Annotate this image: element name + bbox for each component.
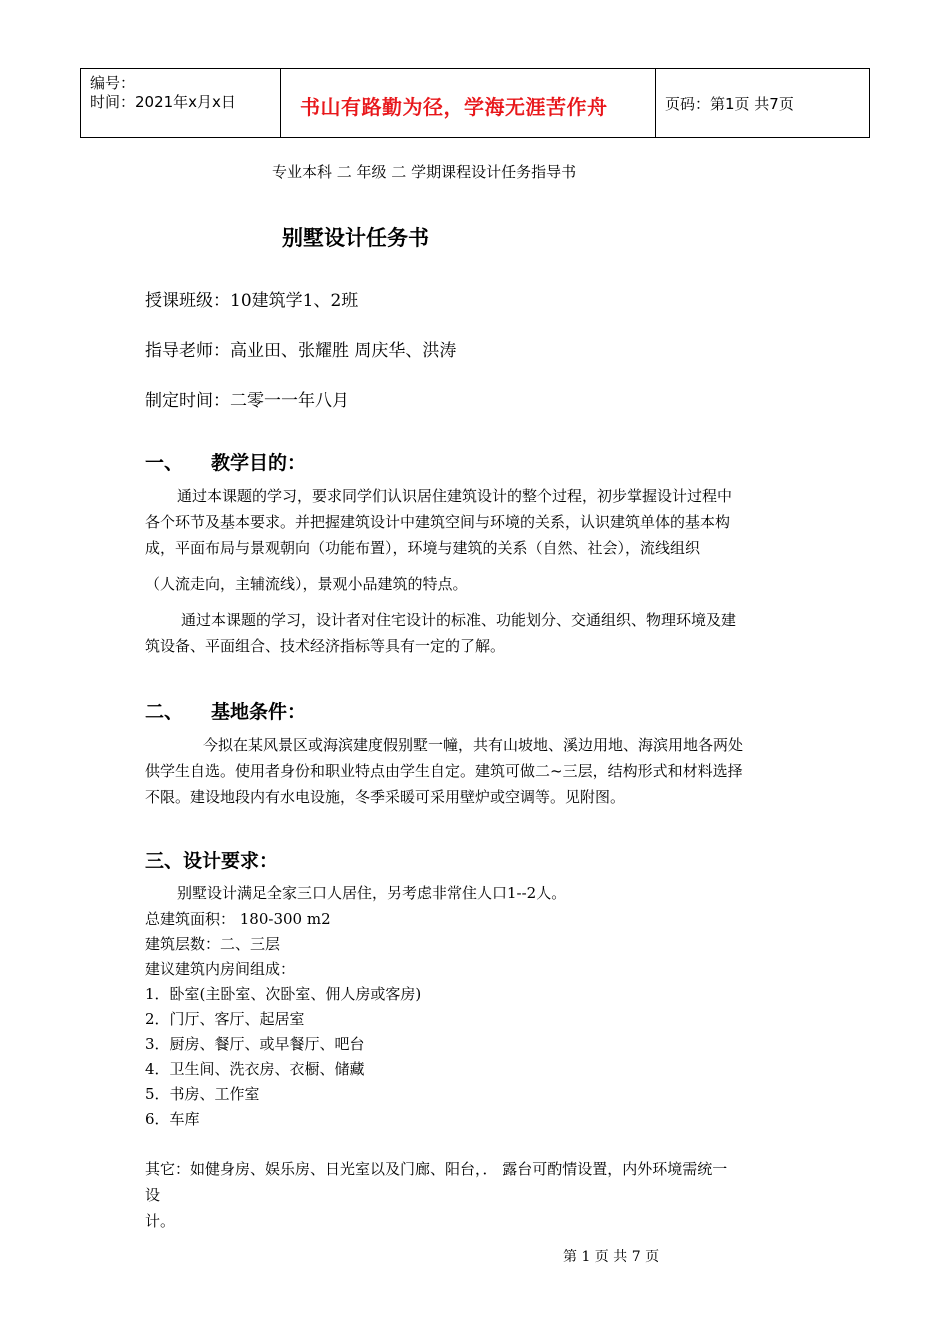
- section-2-paragraph: [145, 732, 811, 810]
- text-line: 设: [145, 1186, 161, 1204]
- text-line: 筑设备、平面组合、技术经济指标等具有一定的了解。: [145, 637, 506, 655]
- list-item: 建议建筑内房间组成：: [145, 960, 296, 978]
- made-time-info: 制定时间：二零一一年八月: [145, 391, 349, 411]
- list-item: 2．门厅、客厅、起居室: [145, 1010, 305, 1028]
- list-item: 5．书房、工作室: [145, 1085, 260, 1103]
- section-1-paragraph-1: [145, 483, 811, 561]
- section-number: 一、: [145, 452, 184, 474]
- list-item: 3．厨房、餐厅、或早餐厅、吧台: [145, 1035, 365, 1053]
- requirements-list: [145, 907, 421, 1132]
- text-line: 通过本课题的学习，要求同学们认识居住建筑设计的整个过程，初步掌握设计过程中: [177, 487, 733, 505]
- doc-number-label: 编号：: [90, 74, 136, 92]
- doc-subtitle: 专业本科 二 年级 二 学期课程设计任务指导书: [272, 163, 577, 181]
- list-item: 6．车库: [145, 1110, 200, 1128]
- section-title: 基地条件：: [211, 701, 307, 723]
- doc-date-label: 时间：2021年x月x日: [90, 93, 236, 111]
- list-item: 总建筑面积： 180-300 m2: [145, 910, 331, 928]
- list-item: 建筑层数：二、三层: [145, 935, 281, 953]
- section-3-intro: 别墅设计满足全家三口人居住，另考虑非常住人口1--2人。: [177, 884, 567, 902]
- teachers-info: 指导老师：高业田、张耀胜 周庆华、洪涛: [145, 341, 457, 361]
- header-motto: 书山有路勤为径，学海无涯苦作舟: [300, 95, 608, 119]
- header-page-info: 页码：第1页 共7页: [665, 95, 794, 113]
- section-1-paragraph-2: （人流走向，主辅流线），景观小品建筑的特点。: [145, 575, 468, 593]
- section-heading-3: 三、设计要求：: [145, 850, 279, 872]
- section-heading-2: [145, 697, 306, 724]
- text-line: 不限。建设地段内有水电设施，冬季采暖可采用壁炉或空调等。见附图。: [145, 788, 626, 806]
- text-line: 通过本课题的学习，设计者对住宅设计的标准、功能划分、交通组织、物理环境及建: [181, 611, 737, 629]
- class-info: 授课班级：10建筑学1、2班: [145, 291, 359, 311]
- text-line: 各个环节及基本要求。并把握建筑设计中建筑空间与环境的关系，认识建筑单体的基本构: [145, 513, 731, 531]
- text-line: 其它：如健身房、娱乐房、日光室以及门廊、阳台，． 露台可酌情设置，内外环境需统一: [145, 1160, 728, 1178]
- section-heading-1: [145, 448, 306, 475]
- list-item: 1．卧室(主卧室、次卧室、佣人房或客房): [145, 985, 422, 1003]
- section-1-paragraph-3: [145, 607, 811, 659]
- text-line: 成，平面布局与景观朝向（功能布置），环境与建筑的关系（自然、社会），流线组织: [145, 539, 701, 557]
- doc-title: 别墅设计任务书: [282, 226, 429, 250]
- text-line: 供学生自选。使用者身份和职业特点由学生自定。建筑可做二~三层，结构形式和材料选择: [145, 762, 743, 780]
- page-footer: 第 1 页 共 7 页: [563, 1249, 660, 1265]
- text-line: 今拟在某风景区或海滨建度假别墅一幢，共有山坡地、溪边用地、海滨用地各两处: [203, 736, 744, 754]
- other-requirements: [145, 1156, 727, 1234]
- text-line: 计。: [145, 1212, 176, 1230]
- list-item: 4．卫生间、洗衣房、衣橱、储藏: [145, 1060, 365, 1078]
- page-header: [80, 68, 870, 138]
- section-number: 二、: [145, 701, 184, 723]
- section-title: 教学目的：: [211, 452, 307, 474]
